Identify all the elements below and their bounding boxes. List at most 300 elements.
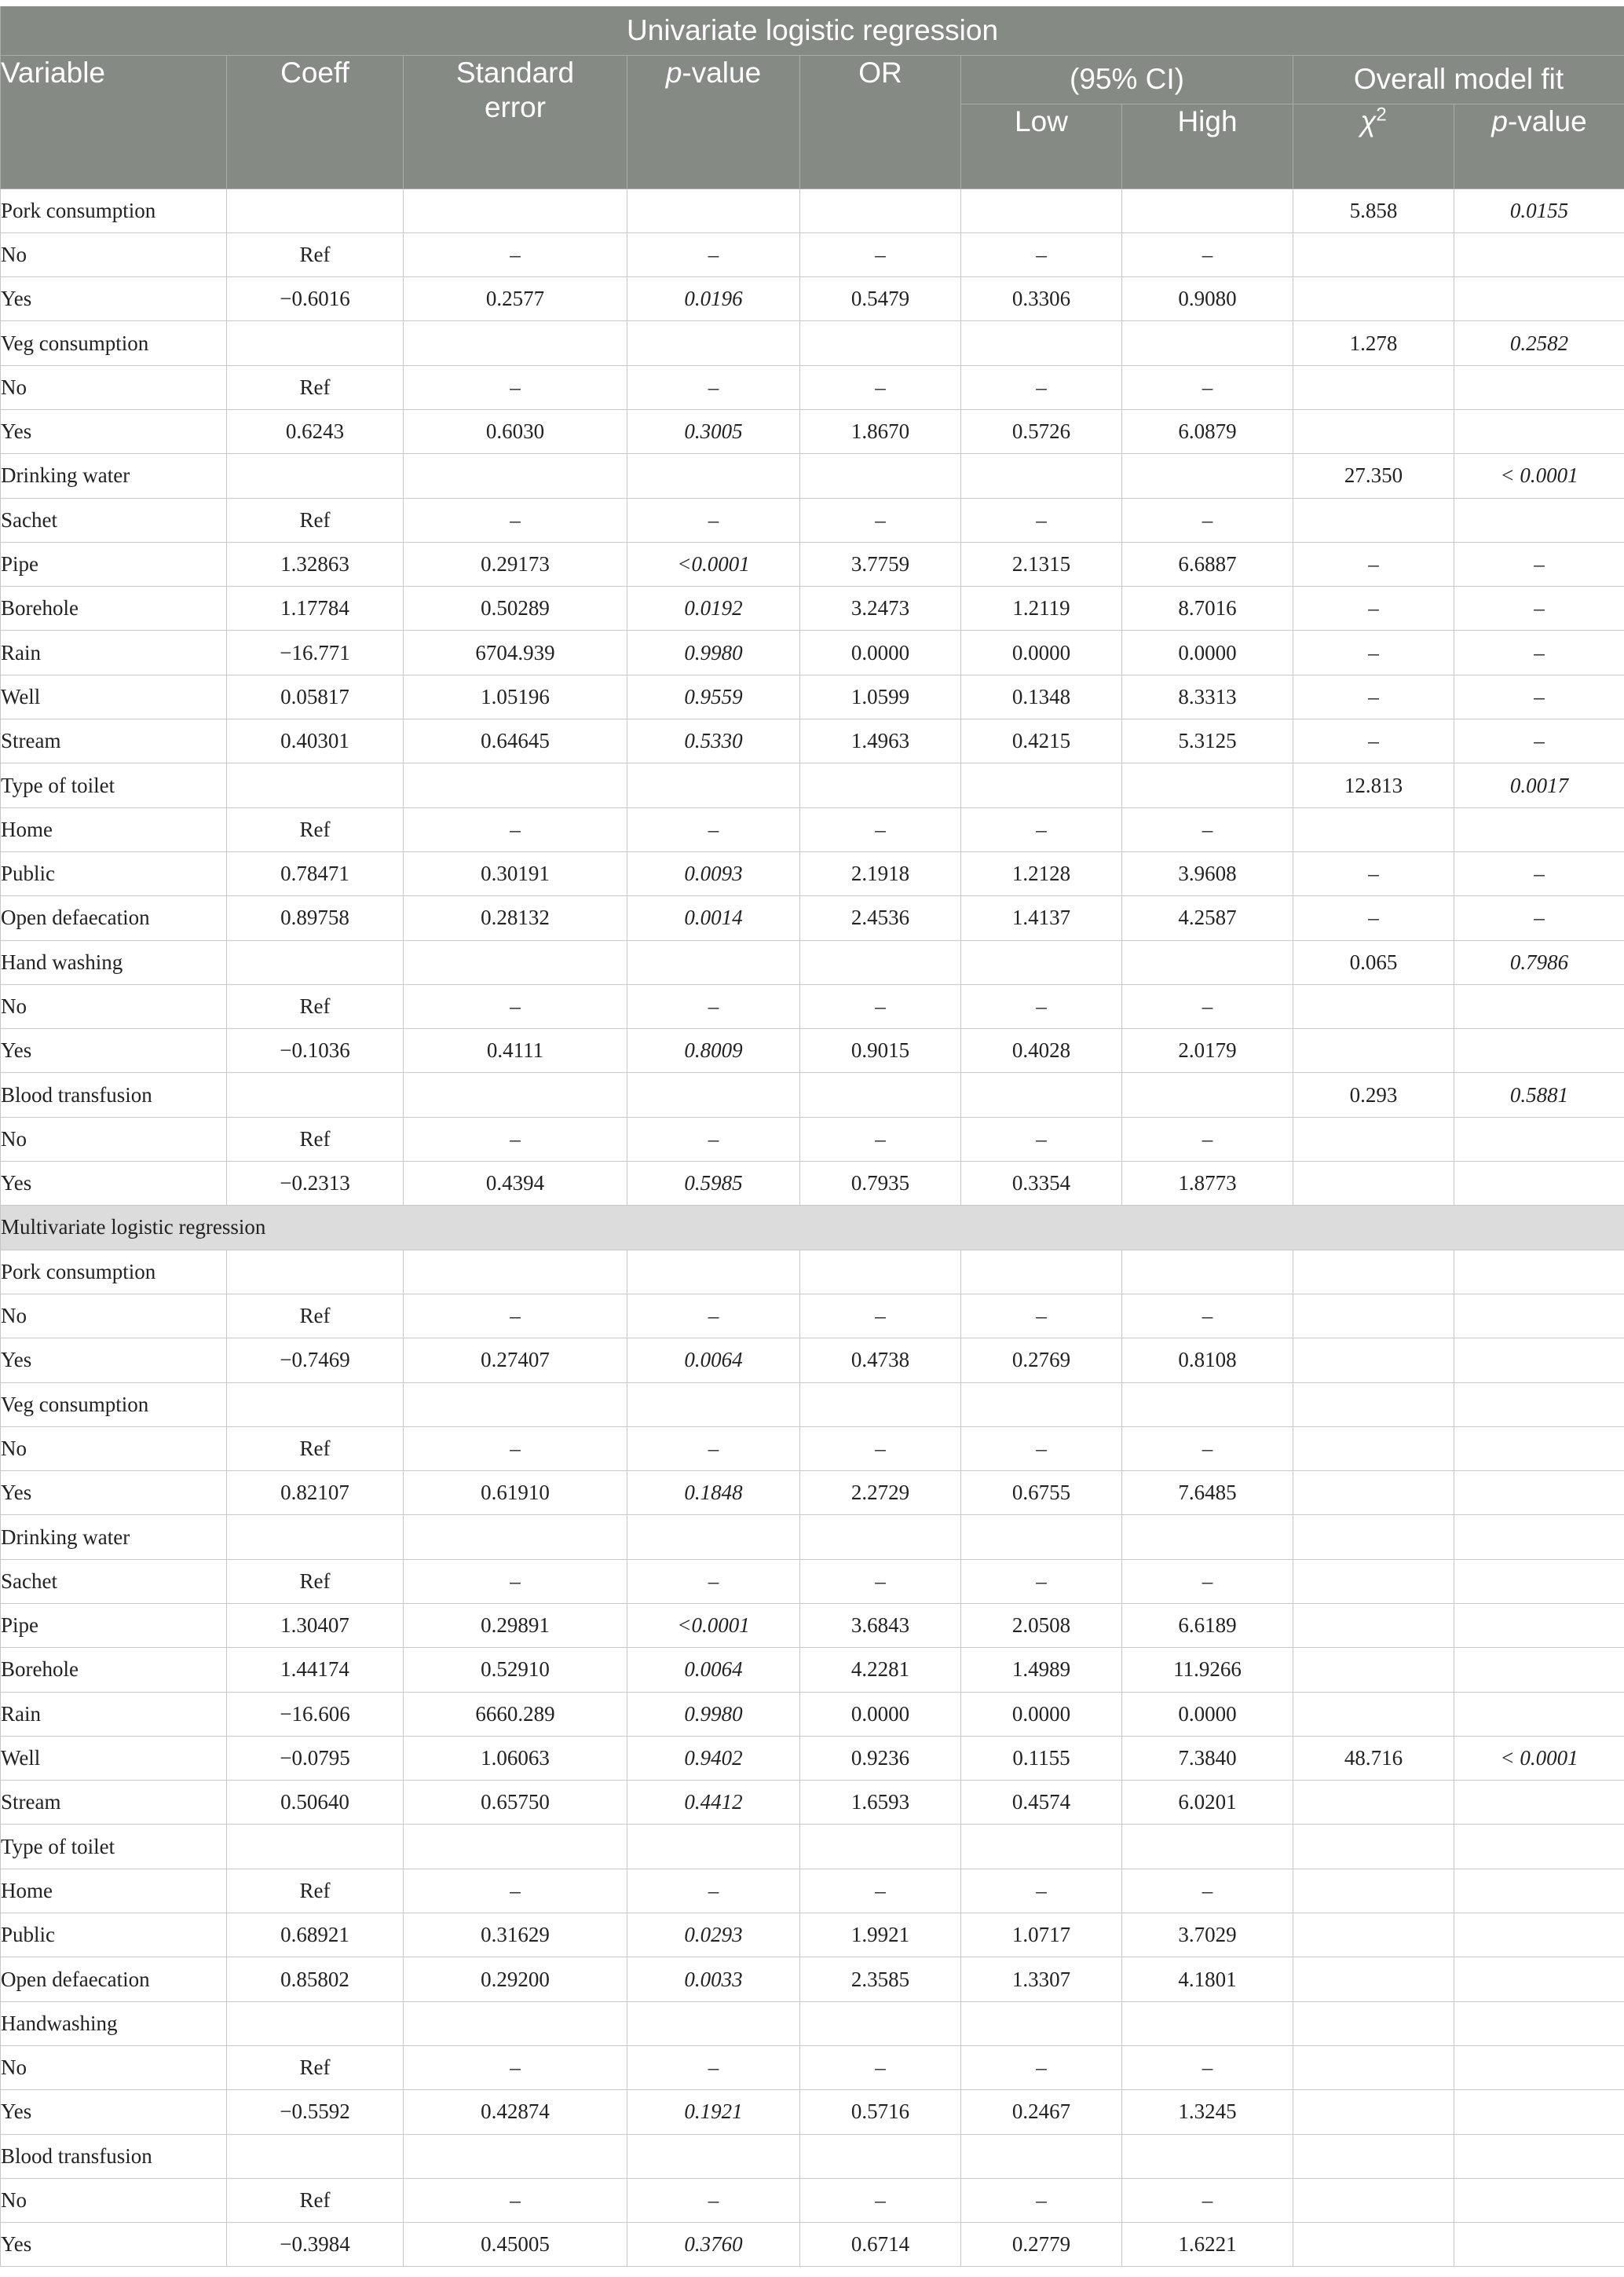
regression-table [0, 6, 1624, 2267]
col-variable: Variable [1, 55, 227, 189]
table-cell [1454, 1781, 1624, 1825]
univariate-row [1, 940, 1624, 984]
row-label: No [1, 1426, 227, 1470]
table-cell: 0.293 [1293, 1073, 1454, 1117]
table-cell [1293, 1869, 1454, 1913]
table-cell: 0.85802 [227, 1957, 404, 2001]
row-label: Well [1, 1736, 227, 1780]
table-cell [800, 189, 961, 232]
table-cell: 0.5881 [1454, 1073, 1624, 1117]
table-cell: 1.30407 [227, 1604, 404, 1648]
table-cell [1122, 1073, 1293, 1117]
univariate-row [1, 631, 1624, 675]
table-cell [1293, 1692, 1454, 1736]
table-cell [627, 940, 800, 984]
table-cell: 5.858 [1293, 189, 1454, 232]
col-fit-p-suffix: -value [1507, 104, 1587, 137]
table-cell: – [1122, 1869, 1293, 1913]
table-cell: 0.78471 [227, 851, 404, 895]
table-cell: 6.0201 [1122, 1781, 1293, 1825]
table-cell: 1.32863 [227, 542, 404, 586]
table-cell: <0.0001 [627, 1604, 800, 1648]
table-cell [1293, 1294, 1454, 1338]
table-cell [961, 1515, 1122, 1559]
table-cell [404, 1825, 627, 1869]
table-cell [1293, 1648, 1454, 1692]
table-cell: 0.4412 [627, 1781, 800, 1825]
table-cell: – [1122, 1117, 1293, 1161]
table-cell: 11.9266 [1122, 1648, 1293, 1692]
multivariate-section-row [1, 1206, 1624, 1250]
table-cell: −0.7469 [227, 1338, 404, 1382]
table-cell: – [1122, 232, 1293, 276]
table-cell: 0.50640 [227, 1781, 404, 1825]
table-cell: 0.65750 [404, 1781, 627, 1825]
table-cell: 2.0508 [961, 1604, 1122, 1648]
table-cell [1454, 2134, 1624, 2178]
table-cell: – [627, 2178, 800, 2222]
row-label: Open defaecation [1, 896, 227, 940]
table-cell [227, 2134, 404, 2178]
univariate-row [1, 1117, 1624, 1161]
row-label: Yes [1, 2223, 227, 2267]
table-cell [961, 454, 1122, 498]
table-cell: 0.9559 [627, 675, 800, 719]
table-cell: – [800, 1559, 961, 1603]
table-cell: 0.9015 [800, 1029, 961, 1073]
table-cell [1454, 409, 1624, 453]
table-cell: – [404, 498, 627, 542]
table-cell: 0.5479 [800, 277, 961, 321]
table-cell: 4.1801 [1122, 1957, 1293, 2001]
multivariate-row [1, 1869, 1624, 1913]
table-cell: 0.6714 [800, 2223, 961, 2267]
table-cell [404, 940, 627, 984]
table-body [1, 189, 1624, 2267]
univariate-row [1, 277, 1624, 321]
table-cell: 0.7986 [1454, 940, 1624, 984]
row-label: No [1, 365, 227, 409]
table-cell [1293, 365, 1454, 409]
table-cell: 0.0000 [1122, 631, 1293, 675]
row-label: Yes [1, 277, 227, 321]
row-label: No [1, 1294, 227, 1338]
table-cell [1293, 2178, 1454, 2222]
table-cell [800, 1250, 961, 1294]
table-cell: – [404, 1426, 627, 1470]
table-cell [961, 189, 1122, 232]
table-cell [227, 1515, 404, 1559]
table-cell [961, 1382, 1122, 1426]
table-cell [800, 940, 961, 984]
table-cell [1293, 277, 1454, 321]
table-cell: – [961, 1117, 1122, 1161]
table-cell [1454, 1825, 1624, 1869]
table-cell [227, 1073, 404, 1117]
table-cell [1293, 2134, 1454, 2178]
row-label: Stream [1, 1781, 227, 1825]
table-cell: Ref [227, 1559, 404, 1603]
table-cell: 0.0000 [800, 631, 961, 675]
univariate-row [1, 542, 1624, 586]
table-cell: 0.3306 [961, 277, 1122, 321]
table-cell: 0.40301 [227, 719, 404, 763]
row-label: Well [1, 675, 227, 719]
table-cell [1122, 1250, 1293, 1294]
table-cell: −0.3984 [227, 2223, 404, 2267]
multivariate-row [1, 1913, 1624, 1957]
table-cell: – [1454, 542, 1624, 586]
multivariate-row [1, 1781, 1624, 1825]
table-cell [800, 454, 961, 498]
table-cell: 0.4028 [961, 1029, 1122, 1073]
table-cell: – [1293, 851, 1454, 895]
col-p-italic: p [665, 56, 682, 89]
table-cell: 1.9921 [800, 1913, 961, 1957]
table-cell [1454, 2045, 1624, 2089]
univariate-row [1, 896, 1624, 940]
table-cell: 0.42874 [404, 2090, 627, 2134]
table-cell [800, 1073, 961, 1117]
row-label: Veg consumption [1, 1382, 227, 1426]
table-cell [1454, 1515, 1624, 1559]
table-cell: – [1293, 719, 1454, 763]
table-cell [1293, 1426, 1454, 1470]
table-cell [227, 1825, 404, 1869]
table-cell [800, 2134, 961, 2178]
table-cell: 3.2473 [800, 587, 961, 631]
table-cell [227, 763, 404, 807]
table-cell: – [800, 1426, 961, 1470]
col-standard-error-label: Standard error [455, 56, 575, 123]
row-label: Blood transfusion [1, 2134, 227, 2178]
table-cell: 0.0093 [627, 851, 800, 895]
multivariate-row [1, 1648, 1624, 1692]
row-label: Rain [1, 631, 227, 675]
table-cell [227, 940, 404, 984]
table-cell: 0.50289 [404, 587, 627, 631]
table-cell: 0.0155 [1454, 189, 1624, 232]
table-cell: – [404, 2178, 627, 2222]
table-cell: Ref [227, 984, 404, 1028]
table-cell [1122, 2001, 1293, 2045]
table-cell: 2.1918 [800, 851, 961, 895]
table-cell: – [404, 1117, 627, 1161]
table-cell: 1.44174 [227, 1648, 404, 1692]
col-p-suffix: -value [682, 56, 762, 89]
table-cell: Ref [227, 365, 404, 409]
multivariate-row [1, 1471, 1624, 1515]
univariate-row [1, 1029, 1624, 1073]
table-cell [1293, 1117, 1454, 1161]
table-cell [404, 1250, 627, 1294]
table-cell [961, 2134, 1122, 2178]
table-cell: – [1122, 498, 1293, 542]
table-cell: 0.0000 [800, 1692, 961, 1736]
col-coeff: Coeff [227, 55, 404, 189]
row-label: Yes [1, 1162, 227, 1206]
univariate-row [1, 498, 1624, 542]
table-cell: 1.4989 [961, 1648, 1122, 1692]
table-cell [1454, 1029, 1624, 1073]
table-cell [961, 1250, 1122, 1294]
table-cell [1454, 365, 1624, 409]
table-cell [961, 1073, 1122, 1117]
table-cell [961, 763, 1122, 807]
table-cell: – [1454, 631, 1624, 675]
row-label: Veg consumption [1, 321, 227, 365]
table-cell: 0.31629 [404, 1913, 627, 1957]
table-cell: 0.0196 [627, 277, 800, 321]
row-label: Yes [1, 2090, 227, 2134]
table-cell [227, 2001, 404, 2045]
table-cell: 2.2729 [800, 1471, 961, 1515]
table-cell [1454, 277, 1624, 321]
table-cell [1454, 498, 1624, 542]
table-cell: 6.0879 [1122, 409, 1293, 453]
table-cell: 0.1155 [961, 1736, 1122, 1780]
table-cell: 0.8009 [627, 1029, 800, 1073]
table-cell: < 0.0001 [1454, 454, 1624, 498]
table-cell: – [961, 1869, 1122, 1913]
row-label: Handwashing [1, 2001, 227, 2045]
table-cell: 0.0033 [627, 1957, 800, 2001]
table-cell: – [1122, 2045, 1293, 2089]
table-cell: Ref [227, 1117, 404, 1161]
table-cell [1122, 189, 1293, 232]
table-cell [627, 1382, 800, 1426]
univariate-row [1, 409, 1624, 453]
table-cell: – [404, 365, 627, 409]
table-cell [627, 1825, 800, 1869]
table-cell: – [800, 232, 961, 276]
table-cell [627, 763, 800, 807]
table-cell: 48.716 [1293, 1736, 1454, 1780]
table-cell: 0.2779 [961, 2223, 1122, 2267]
table-cell: – [404, 1294, 627, 1338]
table-cell [1122, 321, 1293, 365]
table-cell: – [1454, 675, 1624, 719]
col-ci-high: High [1122, 104, 1293, 189]
table-cell: – [404, 232, 627, 276]
table-cell [1454, 1648, 1624, 1692]
table-cell [1293, 1471, 1454, 1515]
univariate-row [1, 365, 1624, 409]
table-cell: – [800, 1117, 961, 1161]
row-label: Type of toilet [1, 763, 227, 807]
table-title: Univariate logistic regression [1, 6, 1624, 55]
table-cell: – [1293, 587, 1454, 631]
table-cell: 0.3005 [627, 409, 800, 453]
table-cell: – [627, 2045, 800, 2089]
table-cell [1454, 1957, 1624, 2001]
table-cell: – [961, 1426, 1122, 1470]
table-cell: – [1122, 984, 1293, 1028]
table-cell [227, 1382, 404, 1426]
table-cell: 0.29891 [404, 1604, 627, 1648]
table-cell: 0.8108 [1122, 1338, 1293, 1382]
table-cell [1293, 1913, 1454, 1957]
row-label: Hand washing [1, 940, 227, 984]
table-cell: – [800, 984, 961, 1028]
table-cell: 0.4574 [961, 1781, 1122, 1825]
table-cell [627, 1250, 800, 1294]
multivariate-row [1, 2178, 1624, 2222]
table-cell: – [627, 365, 800, 409]
table-cell [961, 321, 1122, 365]
table-cell: 0.9080 [1122, 277, 1293, 321]
table-cell: 0.5716 [800, 2090, 961, 2134]
table-cell: – [1122, 807, 1293, 851]
table-cell: 0.64645 [404, 719, 627, 763]
table-cell: – [1454, 719, 1624, 763]
table-cell: −16.606 [227, 1692, 404, 1736]
table-cell [961, 940, 1122, 984]
table-cell: – [1122, 365, 1293, 409]
table-cell [1454, 1294, 1624, 1338]
table-cell: 0.4738 [800, 1338, 961, 1382]
univariate-row [1, 675, 1624, 719]
table-cell: – [627, 498, 800, 542]
table-cell: – [961, 984, 1122, 1028]
table-cell: – [404, 2045, 627, 2089]
col-model-fit: Overall model fit [1293, 55, 1624, 104]
table-cell: Ref [227, 1869, 404, 1913]
table-cell: 0.0000 [1122, 1692, 1293, 1736]
table-cell [227, 189, 404, 232]
table-cell [1293, 2001, 1454, 2045]
table-cell [1293, 1604, 1454, 1648]
multivariate-row [1, 1250, 1624, 1294]
univariate-row [1, 807, 1624, 851]
row-label: Yes [1, 1338, 227, 1382]
table-cell: 0.61910 [404, 1471, 627, 1515]
table-cell: 1.278 [1293, 321, 1454, 365]
table-cell: – [961, 498, 1122, 542]
table-cell: – [627, 1117, 800, 1161]
row-label: Sachet [1, 498, 227, 542]
table-cell: 1.2128 [961, 851, 1122, 895]
table-cell: 0.0192 [627, 587, 800, 631]
row-label: Public [1, 851, 227, 895]
table-cell: – [1122, 1294, 1293, 1338]
table-cell: 3.6843 [800, 1604, 961, 1648]
table-cell: 0.9980 [627, 631, 800, 675]
table-cell: 1.8773 [1122, 1162, 1293, 1206]
table-cell: – [1293, 675, 1454, 719]
multivariate-row [1, 2134, 1624, 2178]
table-cell: 0.6755 [961, 1471, 1122, 1515]
row-label: Type of toilet [1, 1825, 227, 1869]
table-cell: 1.8670 [800, 409, 961, 453]
table-cell [1122, 1825, 1293, 1869]
multivariate-row [1, 1559, 1624, 1603]
table-cell: – [1454, 587, 1624, 631]
table-cell: −0.1036 [227, 1029, 404, 1073]
multivariate-row [1, 2045, 1624, 2089]
table-cell: 0.52910 [404, 1648, 627, 1692]
multivariate-row [1, 1736, 1624, 1780]
table-cell: 1.6221 [1122, 2223, 1293, 2267]
table-cell [404, 454, 627, 498]
table-cell: 3.9608 [1122, 851, 1293, 895]
table-cell: 27.350 [1293, 454, 1454, 498]
table-cell: – [404, 984, 627, 1028]
table-cell: −0.6016 [227, 277, 404, 321]
table-cell: 0.1848 [627, 1471, 800, 1515]
multivariate-row [1, 2090, 1624, 2134]
multivariate-row [1, 1692, 1624, 1736]
table-cell: 6704.939 [404, 631, 627, 675]
multivariate-title: Multivariate logistic regression [1, 1206, 1624, 1250]
chi-symbol: χ [1360, 104, 1377, 137]
table-cell [1293, 498, 1454, 542]
row-label: Pork consumption [1, 189, 227, 232]
table-cell: – [1454, 896, 1624, 940]
row-label: Sachet [1, 1559, 227, 1603]
table-cell: Ref [227, 232, 404, 276]
table-cell: Ref [227, 2045, 404, 2089]
univariate-row [1, 763, 1624, 807]
table-cell: 1.05196 [404, 675, 627, 719]
table-cell: 7.6485 [1122, 1471, 1293, 1515]
table-cell: <0.0001 [627, 542, 800, 586]
table-cell: – [961, 1559, 1122, 1603]
table-cell: 0.0064 [627, 1338, 800, 1382]
table-cell [627, 1515, 800, 1559]
table-cell: Ref [227, 1294, 404, 1338]
row-label: Yes [1, 1029, 227, 1073]
table-cell [1293, 984, 1454, 1028]
table-cell: 12.813 [1293, 763, 1454, 807]
table-cell [1454, 2001, 1624, 2045]
table-cell [404, 321, 627, 365]
row-label: No [1, 2045, 227, 2089]
table-cell: < 0.0001 [1454, 1736, 1624, 1780]
table-cell: −0.0795 [227, 1736, 404, 1780]
table-cell: 0.0000 [961, 1692, 1122, 1736]
table-cell [627, 321, 800, 365]
table-cell [404, 189, 627, 232]
row-label: Pipe [1, 542, 227, 586]
table-cell [1293, 2090, 1454, 2134]
table-cell [1293, 807, 1454, 851]
table-cell: – [961, 807, 1122, 851]
table-cell: Ref [227, 1426, 404, 1470]
chi-exponent: 2 [1376, 104, 1387, 126]
table-cell: 7.3840 [1122, 1736, 1293, 1780]
table-cell: 0.2582 [1454, 321, 1624, 365]
table-cell: 1.2119 [961, 587, 1122, 631]
table-cell: 0.28132 [404, 896, 627, 940]
multivariate-row [1, 1957, 1624, 2001]
table-cell: 1.0717 [961, 1913, 1122, 1957]
table-cell: – [404, 1559, 627, 1603]
table-cell [404, 1073, 627, 1117]
row-label: Open defaecation [1, 1957, 227, 2001]
table-cell: – [627, 1294, 800, 1338]
table-cell [1293, 1559, 1454, 1603]
table-cell [961, 1825, 1122, 1869]
table-cell [1454, 2090, 1624, 2134]
table-cell: 0.0014 [627, 896, 800, 940]
table-cell [1454, 1692, 1624, 1736]
table-cell [1122, 454, 1293, 498]
table-cell: 5.3125 [1122, 719, 1293, 763]
table-cell: – [961, 2178, 1122, 2222]
table-cell [1122, 763, 1293, 807]
table-cell: – [627, 1559, 800, 1603]
